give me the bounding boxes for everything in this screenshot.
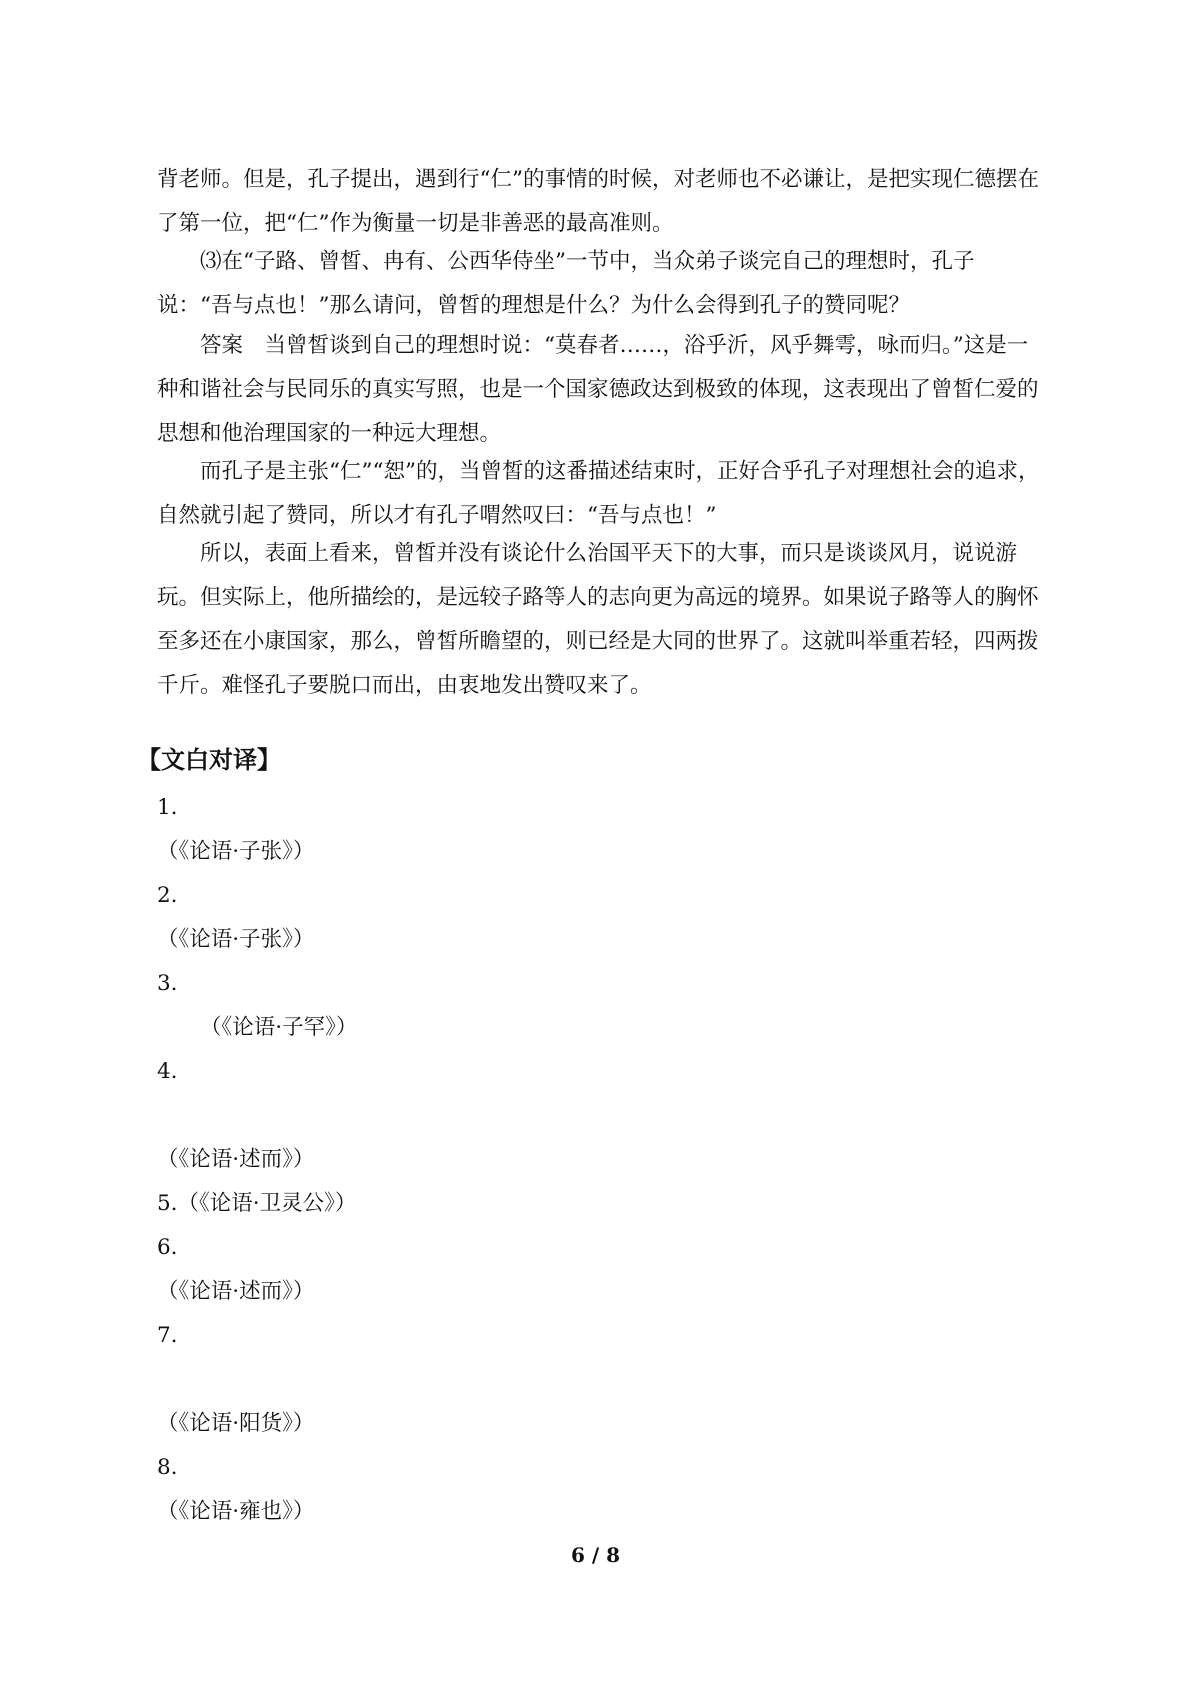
item-source-8: （《论语·雍也》） — [157, 1499, 315, 1524]
paragraph-5: 所以，表面上看来，曾皙并没有谈论什么治国平天下的大事，而只是谈谈风月，说说游玩。但实际上，他所描绘的，是远较子路等人的志向更为高远的境界。如果说子路等人的胸怀至多还在小康国家，那么，曾皙所瞻望的，则已经是大同的世界了。这就叫举重若轻，四两拨千斤。难怪孔子要脱口而出，由衷地发出赞叹来了。 — [157, 541, 1039, 698]
item-source-2: （《论语·子张》） — [157, 927, 315, 952]
paragraph-4: 而孔子是主张“仁”“恕”的，当曾皙的这番描述结束时，正好合乎孔子对理想社会的追求，自然就引起了赞同，所以才有孔子喟然叹曰：“吾与点也！” — [157, 459, 1040, 528]
item-5: 5.（《论语·卫灵公》） — [157, 1191, 357, 1216]
item-number-1: 1. — [157, 795, 178, 820]
item-number-6: 6. — [157, 1235, 178, 1260]
item-number-4: 4. — [157, 1059, 178, 1084]
section-heading: 【文白对译】 — [137, 746, 281, 774]
paragraph-2: ⑶在“子路、曾皙、冉有、公西华侍坐”一节中，当众弟子谈完自己的理想时，孔子说：“吾与点也！”那么请问，曾皙的理想是什么？为什么会得到孔子的赞同呢？ — [157, 249, 975, 318]
page-number: 6 / 8 — [570, 1543, 621, 1567]
item-source-1: （《论语·子张》） — [157, 839, 315, 864]
item-number-2: 2. — [157, 883, 178, 908]
item-source-4: （《论语·述而》） — [157, 1147, 315, 1172]
item-source-6: （《论语·述而》） — [157, 1279, 315, 1304]
paragraph-1: 背老师。但是，孔子提出，遇到行“仁”的事情的时候，对老师也不必谦让，是把实现仁德摆在了第一位，把“仁”作为衡量一切是非善恶的最高准则。 — [157, 167, 1039, 236]
item-number-8: 8. — [157, 1455, 178, 1480]
item-source-3: （《论语·子罕》） — [200, 1015, 358, 1040]
item-number-7: 7. — [157, 1323, 178, 1348]
paragraph-3: 答案 当曾皙谈到自己的理想时说：“莫春者……，浴乎沂，风乎舞雩，咏而归。”这是一种和谐社会与民同乐的真实写照，也是一个国家德政达到极致的体现，这表现出了曾皙仁爱的思想和他治理国家的一种远大理想。 — [157, 333, 1039, 446]
item-number-3: 3. — [157, 971, 178, 996]
item-source-7: （《论语·阳货》） — [157, 1411, 315, 1436]
